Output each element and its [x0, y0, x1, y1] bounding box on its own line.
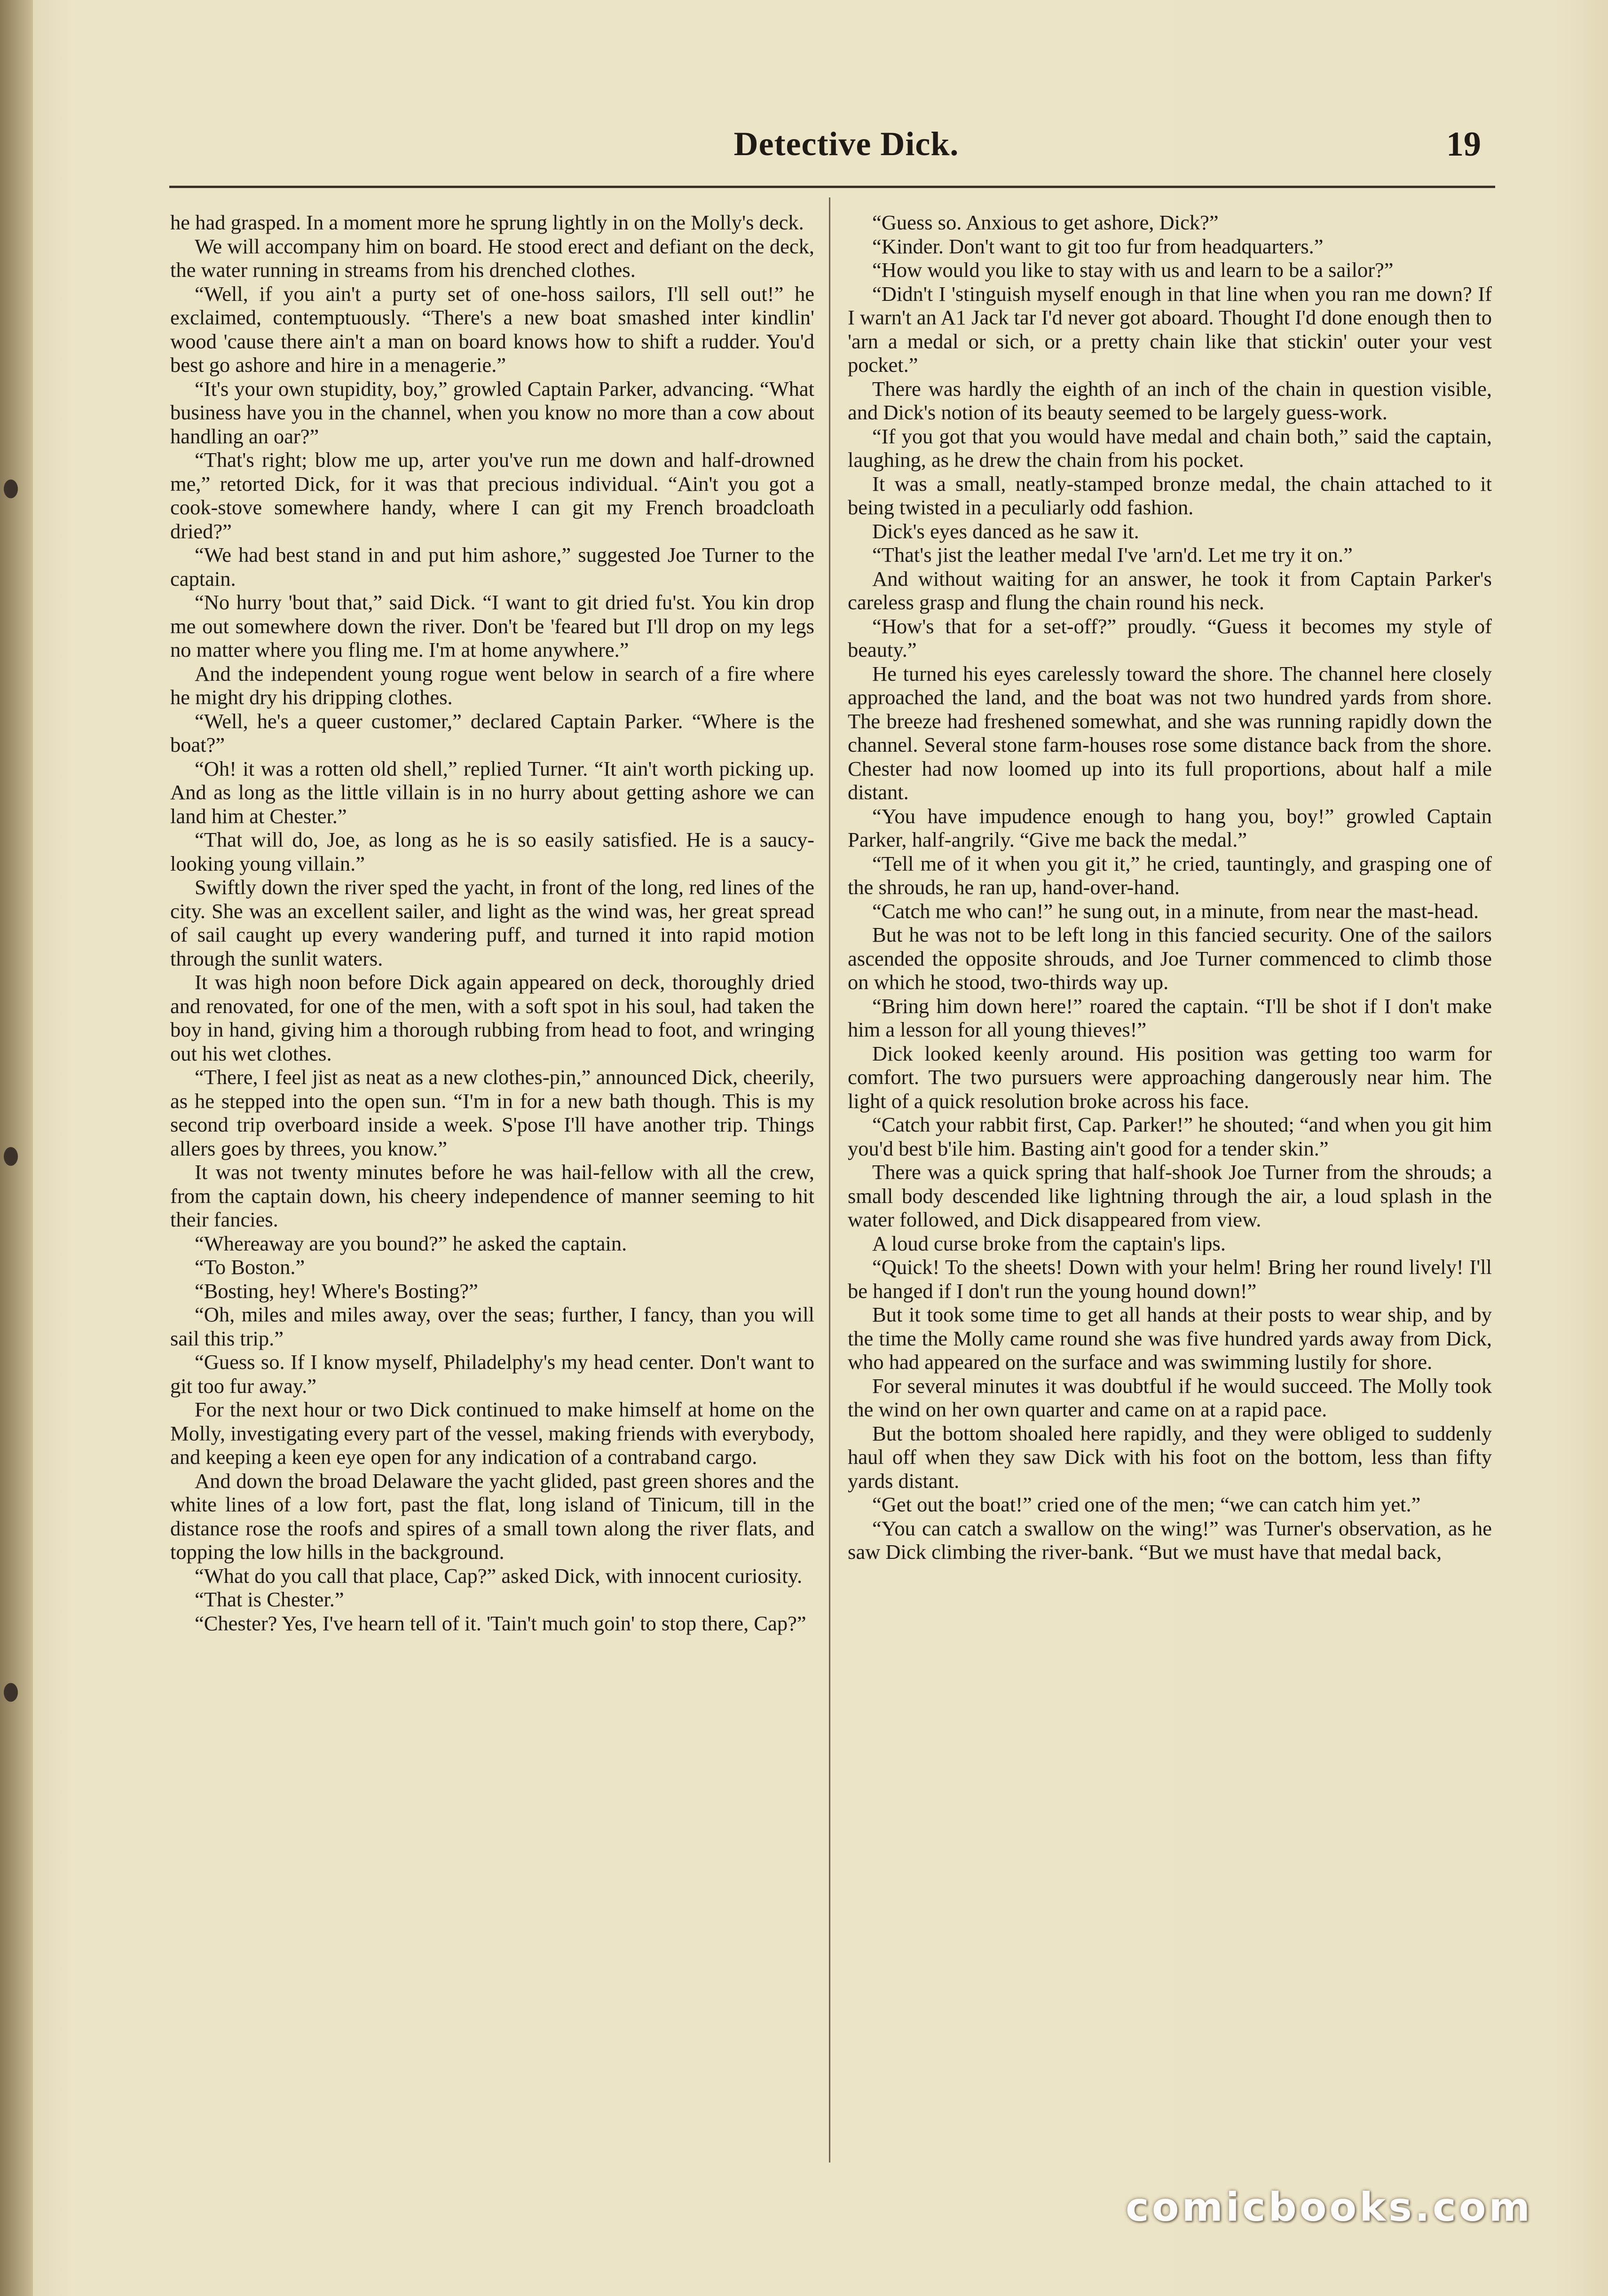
right-text-column [848, 211, 1492, 1564]
paragraph: There was hardly the eighth of an inch of the chain in question visible, and Dick's notion of its beauty seemed to be largely guess-work. [848, 377, 1492, 424]
binding-stitch-mark [4, 1683, 18, 1702]
paragraph: For the next hour or two Dick continued to make himself at home on the Molly, investigating every part of the vessel, making friends with everybody, and keeping a keen eye open for any indication of a contraband cargo. [170, 1398, 814, 1469]
paragraph: “Didn't I 'stinguish myself enough in that line when you ran me down? If I warn't an A1 Jack tar I'd never got aboard. Thought I'd done enough then to 'arn a medal or sich, or a pretty chain like that stickin' outer your vest pocket.” [848, 282, 1492, 377]
paragraph: “Guess so. Anxious to get ashore, Dick?” [872, 211, 1219, 234]
paragraph: “It's your own stupidity, boy,” growled Captain Parker, advancing. “What business have you in the channel, when you know no more than a cow about handling an oar?” [170, 377, 814, 448]
paragraph: Dick looked keenly around. His position was getting too warm for comfort. The two pursuers were approaching dangerously near him. The light of a quick resolution broke across his face. [848, 1041, 1492, 1113]
paragraph: “Whereaway are you bound?” he asked the captain. [195, 1231, 627, 1255]
paragraph: “Guess so. If I know myself, Philadelphy's my head center. Don't want to git too fur away.” [170, 1350, 814, 1398]
paragraph: Swiftly down the river sped the yacht, in front of the long, red lines of the city. She was an excellent sailer, and light as the wind was, her great spread of sail caught up every wandering puff, and turned it into rapid motion through the sunlit waters. [170, 875, 814, 970]
paragraph: But the bottom shoaled here rapidly, and they were obliged to suddenly haul off when they saw Dick with his foot on the bottom, less than fifty yards distant. [848, 1421, 1492, 1493]
paragraph: We will accompany him on board. He stood erect and defiant on the deck, the water running in streams from his drenched clothes. [170, 234, 814, 282]
paragraph: “Quick! To the sheets! Down with your helm! Bring her round lively! I'll be hanged if I don't run the young hound down!” [848, 1255, 1492, 1303]
paragraph: It was not twenty minutes before he was hail-fellow with all the crew, from the captain down, his cheery independence of manner seeming to hit their fancies. [170, 1160, 814, 1231]
paragraph: “Oh! it was a rotten old shell,” replied Turner. “It ain't worth picking up. And as long as the little villain is in no hurry about getting ashore we can land him at Chester.” [170, 756, 814, 828]
binding-stitch-mark [4, 480, 18, 498]
paragraph: And down the broad Delaware the yacht glided, past green shores and the white lines of a low fort, past the flat, long island of Tinicum, till in the distance rose the roofs and spires of a small town along the river flats, and topping the low hills in the background. [170, 1469, 814, 1564]
page-number: 19 [1446, 125, 1481, 164]
paragraph: And the independent young rogue went below in search of a fire where he might dry his dripping clothes. [170, 661, 814, 709]
paragraph: A loud curse broke from the captain's lips. [872, 1231, 1226, 1255]
paragraph: “No hurry 'bout that,” said Dick. “I want to git dried fu'st. You kin drop me out somewhere down the river. Don't be 'feared but I'll drop on my legs no matter where you fling me. I'm at home anywhere.” [170, 590, 814, 661]
paragraph: “That will do, Joe, as long as he is so easily satisfied. He is a saucy-looking young villain.” [170, 828, 814, 875]
paragraph: “That's jist the leather medal I've 'arn'd. Let me try it on.” [872, 543, 1353, 566]
paragraph: “If you got that you would have medal and chain both,” said the captain, laughing, as he drew the chain from his pocket. [848, 424, 1492, 472]
paragraph: “Kinder. Don't want to git too fur from headquarters.” [872, 234, 1324, 258]
paragraph: “There, I feel jist as neat as a new clothes-pin,” announced Dick, cheerily, as he stepped into the open sun. “I'm in for a new bath though. This is my second trip overboard inside a week. S'pose I'll have another trip. Things allers goes by threes, you know.” [170, 1065, 814, 1160]
paragraph: “Well, he's a queer customer,” declared Captain Parker. “Where is the boat?” [170, 709, 814, 756]
column-divider [829, 197, 830, 2162]
paragraph: “You can catch a swallow on the wing!” was Turner's observation, as he saw Dick climbing the river-bank. “But we must have that medal back, [848, 1516, 1492, 1564]
paragraph: And without waiting for an answer, he took it from Captain Parker's careless grasp and flung the chain round his neck. [848, 566, 1492, 614]
paragraph: “That's right; blow me up, arter you've run me down and half-drowned me,” retorted Dick, for it was that precious individual. “Ain't you got a cook-stove somewhere handy, where I can git my French broadcloath dried?” [170, 448, 814, 543]
paragraph: “Catch me who can!” he sung out, in a minute, from near the mast-head. [872, 899, 1479, 923]
paragraph: “How would you like to stay with us and learn to be a sailor?” [872, 258, 1394, 282]
paragraph: “Oh, miles and miles away, over the seas; further, I fancy, than you will sail this trip.” [170, 1303, 814, 1350]
paragraph: But he was not to be left long in this fancied security. One of the sailors ascended the opposite shrouds, and Joe Turner commenced to climb those on which he stood, two-thirds way up. [848, 923, 1492, 994]
left-text-column [170, 211, 814, 1635]
paragraph: He turned his eyes carelessly toward the shore. The channel here closely approached the land, and the boat was not two hundred yards from shore. The breeze had freshened somewhat, and she was running rapidly down the channel. Several stone farm-houses rose some distance back from the shore. Chester had now loomed up into its full proportions, about half a mile distant. [848, 661, 1492, 804]
paragraph: But it took some time to get all hands at their posts to wear ship, and by the time the Molly came round she was five hundred yards away from Dick, who had appeared on the surface and was swimming lustily for shore. [848, 1303, 1492, 1374]
paragraph: There was a quick spring that half-shook Joe Turner from the shrouds; a small body descended like lightning through the air, a loud splash in the water followed, and Dick disappeared from view. [848, 1160, 1492, 1231]
paragraph: “Tell me of it when you git it,” he cried, tauntingly, and grasping one of the shrouds, he ran up, hand-over-hand. [848, 851, 1492, 899]
paragraph: “How's that for a set-off?” proudly. “Guess it becomes my style of beauty.” [848, 614, 1492, 661]
paragraph: It was a small, neatly-stamped bronze medal, the chain attached to it being twisted in a peculiarly odd fashion. [848, 472, 1492, 519]
watermark: comicbooks.com [1126, 2184, 1533, 2230]
header-rule [169, 186, 1495, 188]
running-header-title: Detective Dick. [733, 125, 959, 163]
paragraph: “Chester? Yes, I've hearn tell of it. 'Tain't much goin' to stop there, Cap?” [195, 1611, 806, 1635]
paragraph: “Catch your rabbit first, Cap. Parker!” he shouted; “and when you git him you'd best b'ile him. Basting ain't good for a tender skin.” [848, 1113, 1492, 1160]
page-binding-edge [0, 0, 33, 2296]
paragraph: “To Boston.” [195, 1255, 305, 1279]
paragraph: “You have impudence enough to hang you, boy!” growled Captain Parker, half-angrily. “Give me back the medal.” [848, 804, 1492, 851]
paragraph: Dick's eyes danced as he saw it. [872, 519, 1139, 543]
paragraph: For several minutes it was doubtful if he would succeed. The Molly took the wind on her own quarter and came on at a rapid pace. [848, 1374, 1492, 1421]
paragraph: It was high noon before Dick again appeared on deck, thoroughly dried and renovated, for one of the men, with a soft spot in his soul, had taken the boy in hand, giving him a thorough rubbing from head to foot, and wringing out his wet clothes. [170, 970, 814, 1065]
paragraph: “What do you call that place, Cap?” asked Dick, with innocent curiosity. [195, 1564, 803, 1588]
paragraph: “Well, if you ain't a purty set of one-hoss sailors, I'll sell out!” he exclaimed, contemptuously. “There's a new boat smashed inter kindlin' wood 'cause there ain't a man on board knows how to shift a rudder. You'd best go ashore and hire in a menagerie.” [170, 282, 814, 377]
paragraph: “That is Chester.” [195, 1588, 344, 1611]
paragraph: “Get out the boat!” cried one of the men; “we can catch him yet.” [872, 1493, 1421, 1516]
paragraph: “Bring him down here!” roared the captain. “I'll be shot if I don't make him a lesson for all young thieves!” [848, 994, 1492, 1041]
paragraph: he had grasped. In a moment more he sprung lightly in on the Molly's deck. [170, 211, 804, 234]
paragraph: “Bosting, hey! Where's Bosting?” [195, 1279, 478, 1303]
paragraph: “We had best stand in and put him ashore,” suggested Joe Turner to the captain. [170, 543, 814, 590]
binding-stitch-mark [4, 1147, 18, 1166]
